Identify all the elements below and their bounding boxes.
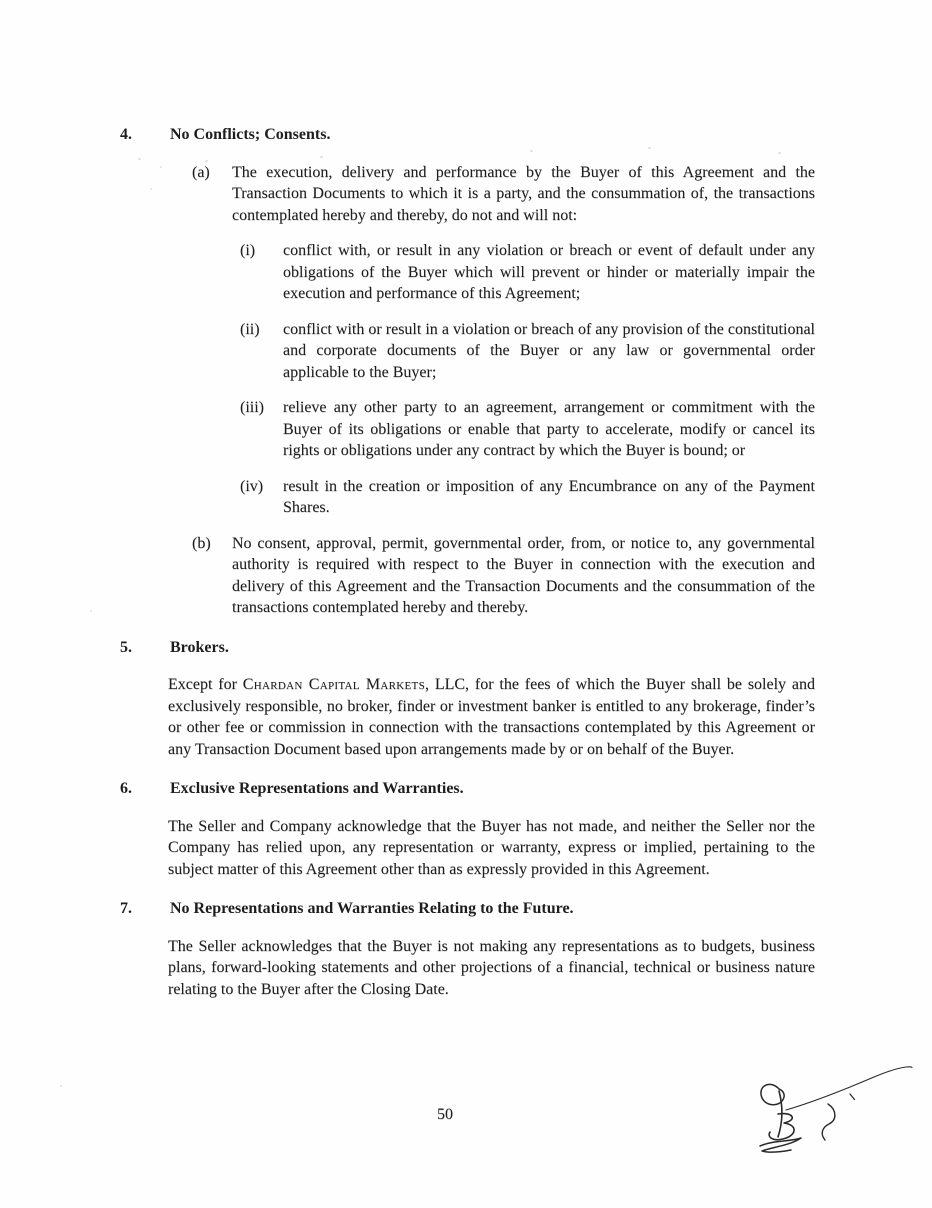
clause-b bbox=[192, 533, 815, 619]
clause-a-ii bbox=[240, 319, 815, 384]
section-5 bbox=[120, 637, 815, 761]
section-title: No Conflicts; Consents. bbox=[170, 126, 331, 143]
clause-label: (i) bbox=[240, 242, 256, 259]
section-6-heading bbox=[120, 778, 815, 800]
document-body bbox=[120, 124, 815, 1018]
clause-label: (iii) bbox=[240, 399, 264, 416]
section-title: Brokers. bbox=[170, 638, 229, 656]
clause-text: conflict with, or result in any violation or breach or event of default under any obligations of the Buyer which will prevent or hinder or materially impair the execution and performance of this Agreement; bbox=[283, 242, 815, 302]
scan-speck bbox=[90, 610, 92, 612]
section-number: 7. bbox=[120, 900, 132, 917]
section-5-paragraph bbox=[168, 674, 815, 760]
section-number: 5. bbox=[120, 638, 132, 656]
clause-label: (ii) bbox=[240, 320, 260, 338]
section-4 bbox=[120, 124, 815, 619]
clause-label: (iv) bbox=[240, 477, 264, 495]
section-7-heading bbox=[120, 898, 815, 920]
handwritten-initials-signature-icon bbox=[748, 1058, 918, 1158]
clause-text: No consent, approval, permit, governmental order, from, or notice to, any governmental authority is required with respect to the Buyer in connection with the execution and delivery of this Agreement and the Transaction Documents and the consummation of the transactions contemplated hereby and thereby. bbox=[232, 534, 815, 616]
section-title: Exclusive Representations and Warranties. bbox=[170, 780, 464, 797]
section-number: 6. bbox=[120, 780, 132, 797]
clause-text: relieve any other party to an agreement, arrangement or commitment with the Buyer of its obligations or enable that party to accelerate, modify or cancel its rights or obligations under any contract by which the Buyer is bound; or bbox=[283, 399, 815, 459]
scan-speck bbox=[60, 1085, 62, 1087]
section-7 bbox=[120, 898, 815, 1000]
section-number: 4. bbox=[120, 126, 132, 143]
section-4-heading bbox=[120, 124, 815, 146]
clause-a-i bbox=[240, 240, 815, 305]
clause-a bbox=[192, 162, 815, 227]
clause-text: conflict with or result in a violation or breach of any provision of the constitutional and corporate documents of the Buyer or any law or governmental order applicable to the Buyer; bbox=[283, 320, 815, 381]
section-5-heading bbox=[120, 637, 815, 659]
section-6-paragraph: The Seller and Company acknowledge that the Buyer has not made, and neither the Seller nor the Company has relied upon, any representation or warranty, express or implied, pertaining to the subject matter of this Agreement other than as expressly provided in this Agreement. bbox=[168, 817, 815, 878]
clause-label: (a) bbox=[192, 163, 210, 181]
clause-text: result in the creation or imposition of any Encumbrance on any of the Payment Shares. bbox=[283, 477, 815, 516]
section-title: No Representations and Warranties Relating to the Future. bbox=[170, 900, 574, 917]
clause-label: (b) bbox=[192, 534, 211, 552]
paragraph-text: Except for bbox=[168, 676, 243, 693]
company-name-smallcaps: Chardan Capital Markets bbox=[242, 676, 425, 693]
clause-a-iv bbox=[240, 476, 815, 519]
section-6 bbox=[120, 778, 815, 880]
section-7-paragraph: The Seller acknowledges that the Buyer is not making any representations as to budgets, business plans, forward-looking statements and other projections of a financial, technical or business nature relating to the Buyer after the Closing Date. bbox=[168, 937, 815, 998]
page-number: 50 bbox=[437, 1106, 453, 1123]
clause-a-iii bbox=[240, 397, 815, 462]
paragraph-text: , LLC, for the fees of which the Buyer shall be solely and exclusively responsible, no broker, finder or investment banker is entitled to any brokerage, finder’s or other fee or commission in connection with the transactions contemplated by this Agreement or any Transaction Document based upon arrangements made by or on behalf of the Buyer. bbox=[168, 676, 815, 758]
clause-text: The execution, delivery and performance by the Buyer of this Agreement and the Transaction Documents to which it is a party, and the consummation of, the transactions contemplated hereby and thereby, do not and will not: bbox=[232, 163, 815, 224]
